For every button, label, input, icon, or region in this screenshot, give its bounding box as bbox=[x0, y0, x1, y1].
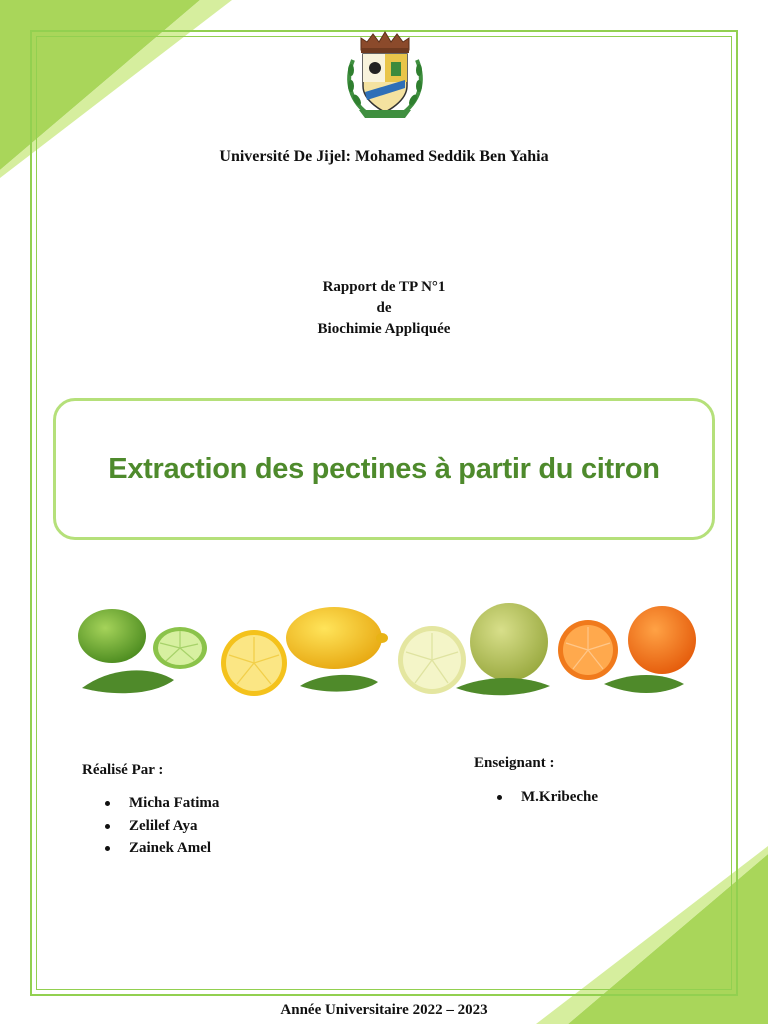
list-item: Zainek Amel bbox=[105, 837, 219, 860]
report-heading bbox=[0, 277, 768, 340]
title-box bbox=[53, 398, 715, 540]
university-crest-icon bbox=[343, 30, 427, 122]
teachers-list bbox=[497, 786, 598, 809]
list-item: M.Kribeche bbox=[497, 786, 598, 809]
document-title: Extraction des pectines à partir du citron bbox=[108, 452, 660, 485]
report-line-3: Biochimie Appliquée bbox=[317, 321, 451, 337]
enseignant-label: Enseignant : bbox=[474, 755, 555, 771]
list-item: Zelilef Aya bbox=[105, 815, 219, 838]
citrus-fruits-illustration bbox=[72, 600, 702, 710]
students-list bbox=[105, 792, 219, 860]
realise-par-label: Réalisé Par : bbox=[82, 762, 164, 778]
report-line-2: de bbox=[376, 300, 392, 316]
report-line-1: Rapport de TP N°1 bbox=[322, 279, 446, 295]
university-name: Université De Jijel: Mohamed Seddik Ben Yahia bbox=[219, 148, 549, 165]
academic-year: Année Universitaire 2022 – 2023 bbox=[280, 1002, 488, 1018]
list-item: Micha Fatima bbox=[105, 792, 219, 815]
